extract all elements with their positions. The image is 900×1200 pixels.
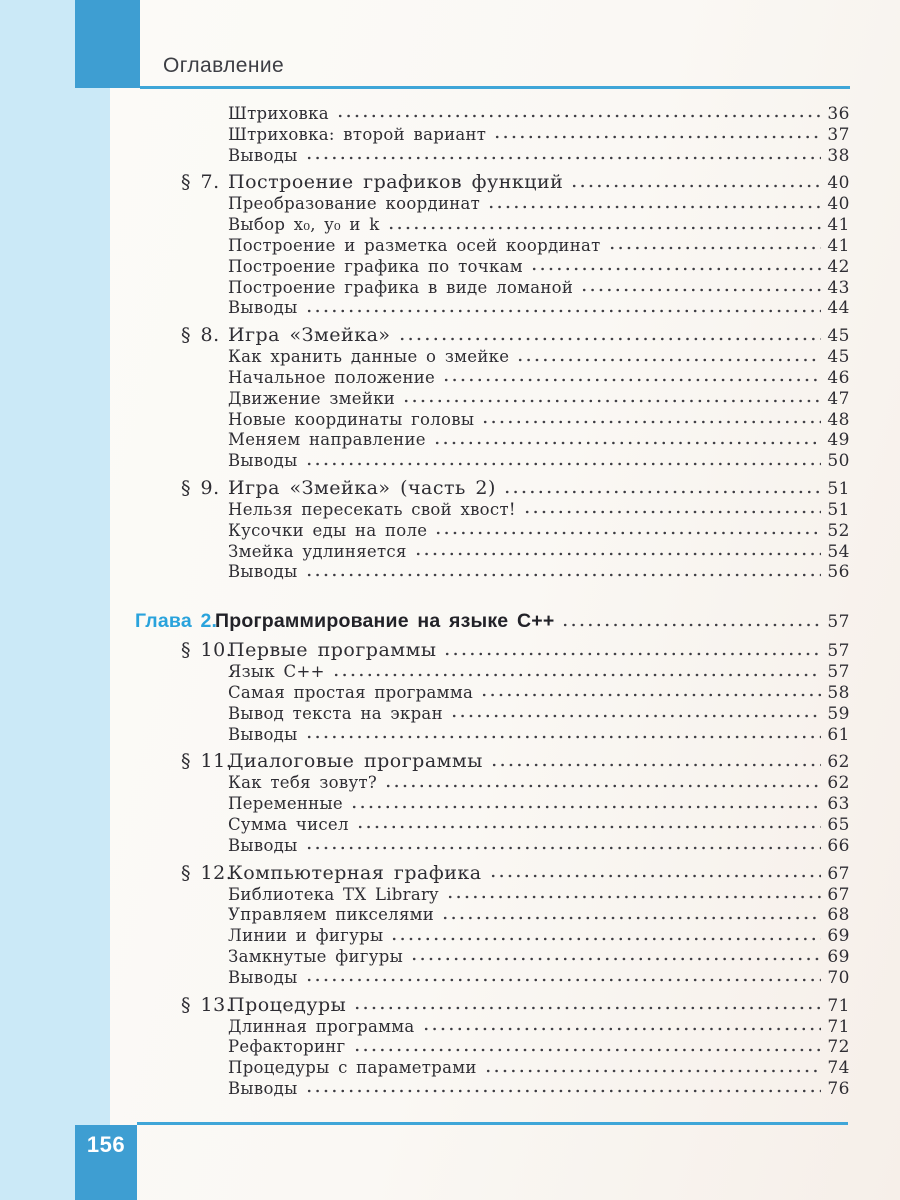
toc-entry-page: 54 bbox=[827, 541, 850, 562]
toc-entry-title: Процедуры с параметрами bbox=[228, 1058, 477, 1078]
toc-entry-label: § 11. bbox=[181, 750, 233, 773]
toc-leader-dots bbox=[446, 885, 821, 906]
toc-entry bbox=[187, 885, 850, 906]
toc-leader-dots bbox=[414, 542, 821, 563]
toc-leader-dots bbox=[433, 430, 821, 451]
toc-entry-title: Процедуры bbox=[228, 993, 347, 1016]
toc-entry-title: Новые координаты головы bbox=[228, 409, 475, 429]
toc-entry bbox=[187, 1058, 850, 1079]
toc-entry-page: 40 bbox=[827, 173, 850, 194]
toc-entry-label: § 13. bbox=[181, 993, 233, 1016]
toc-entry bbox=[187, 725, 850, 746]
toc-leader-dots bbox=[390, 926, 821, 947]
toc-entry-page: 56 bbox=[827, 562, 850, 583]
toc-entry-title: Длинная программа bbox=[228, 1016, 415, 1036]
toc-entry-title: Штриховка: второй вариант bbox=[228, 124, 487, 144]
toc-entry bbox=[187, 542, 850, 563]
toc-entry-page: 69 bbox=[827, 926, 850, 947]
toc-entry-page: 65 bbox=[827, 814, 850, 835]
toc-entry-title: Диалоговые программы bbox=[228, 750, 483, 773]
toc-entry-title: Сумма чисел bbox=[228, 814, 349, 834]
toc-leader-dots bbox=[493, 125, 821, 146]
toc-entry-label: § 9. bbox=[181, 476, 220, 499]
toc-entry-title: Нельзя пересекать свой хвост! bbox=[228, 499, 516, 519]
toc-entry-page: 72 bbox=[827, 1037, 850, 1058]
toc-entry-page: 47 bbox=[827, 388, 850, 409]
toc-leader-dots bbox=[305, 968, 821, 989]
footer-page-number-block bbox=[75, 1125, 137, 1200]
toc-entry-title: Игра «Змейка» (часть 2) bbox=[228, 476, 496, 499]
toc-leader-dots bbox=[441, 905, 821, 926]
toc-entry-page: 70 bbox=[827, 967, 850, 988]
toc-entry-title: Переменные bbox=[228, 794, 343, 814]
toc-entry bbox=[187, 926, 850, 947]
toc-entry bbox=[181, 171, 850, 194]
toc-entry-page: 45 bbox=[827, 326, 850, 347]
toc-entry-page: 44 bbox=[827, 298, 850, 319]
toc-entry-title: Построение графика в виде ломаной bbox=[228, 277, 574, 297]
toc-leader-dots bbox=[336, 104, 821, 125]
toc-entry-page: 61 bbox=[827, 724, 850, 745]
footer-rule bbox=[137, 1122, 848, 1125]
toc-entry-page: 66 bbox=[827, 835, 850, 856]
toc-leader-dots bbox=[410, 947, 821, 968]
toc-entry bbox=[187, 815, 850, 836]
toc-entry bbox=[187, 257, 850, 278]
header-rule bbox=[140, 86, 850, 89]
toc-entry bbox=[187, 298, 850, 319]
toc-entry-page: 62 bbox=[827, 752, 850, 773]
toc-entry bbox=[187, 521, 850, 542]
toc-entry-page: 51 bbox=[827, 478, 850, 499]
toc-leader-dots bbox=[305, 562, 821, 583]
toc-leader-dots bbox=[516, 347, 821, 368]
toc-entry bbox=[181, 862, 850, 885]
toc-entry-page: 36 bbox=[827, 104, 850, 124]
toc-entry-title: Штриховка bbox=[228, 104, 329, 123]
toc-entry bbox=[187, 104, 850, 125]
toc-entry bbox=[187, 278, 850, 299]
toc-list bbox=[135, 104, 850, 1100]
toc-entry-title: Первые программы bbox=[228, 639, 437, 662]
toc-entry bbox=[181, 639, 850, 662]
toc-entry bbox=[187, 773, 850, 794]
toc-leader-dots bbox=[332, 662, 821, 683]
toc-leader-dots bbox=[450, 704, 821, 725]
toc-entry bbox=[187, 905, 850, 926]
toc-entry-label: § 8. bbox=[181, 324, 220, 347]
toc-entry bbox=[187, 125, 850, 146]
toc-entry bbox=[187, 389, 850, 410]
toc-leader-dots bbox=[305, 298, 821, 319]
toc-entry-title: Выводы bbox=[228, 1078, 298, 1098]
toc-entry-page: 67 bbox=[827, 884, 850, 905]
toc-entry-title: Начальное положение bbox=[228, 367, 436, 387]
toc-entry-title: Меняем направление bbox=[228, 430, 426, 450]
toc-leader-dots bbox=[442, 368, 821, 389]
toc-entry-page: 59 bbox=[827, 703, 850, 724]
toc-entry bbox=[187, 1037, 850, 1058]
toc-entry-page: 57 bbox=[827, 662, 850, 683]
toc-entry bbox=[181, 994, 850, 1017]
toc-leader-dots bbox=[305, 725, 821, 746]
toc-leader-dots bbox=[484, 1058, 821, 1079]
toc-entry bbox=[187, 451, 850, 472]
toc-entry-page: 48 bbox=[827, 409, 850, 430]
toc-entry bbox=[187, 683, 850, 704]
toc-entry-title: Выводы bbox=[228, 298, 298, 318]
toc-entry-title: Игра «Змейка» bbox=[228, 324, 391, 347]
toc-entry bbox=[187, 562, 850, 583]
toc-entry-title: Самая простая программа bbox=[228, 682, 474, 702]
toc-leader-dots bbox=[523, 500, 821, 521]
toc-entry-title: Линии и фигуры bbox=[228, 926, 384, 946]
toc-entry-page: 76 bbox=[827, 1078, 850, 1099]
toc-leader-dots bbox=[561, 609, 821, 634]
toc-entry-label: § 7. bbox=[181, 171, 220, 194]
toc-entry-page: 68 bbox=[827, 905, 850, 926]
toc-entry-title: Рефакторинг bbox=[228, 1037, 346, 1057]
toc-entry-page: 57 bbox=[827, 641, 850, 662]
toc-entry-title: Преобразование координат bbox=[228, 194, 481, 214]
toc-entry-page: 57 bbox=[827, 612, 850, 633]
page-title: Оглавление bbox=[163, 54, 285, 77]
toc-entry bbox=[181, 750, 850, 773]
toc-entry bbox=[187, 146, 850, 167]
toc-entry bbox=[187, 430, 850, 451]
toc-leader-dots bbox=[489, 862, 821, 885]
toc-leader-dots bbox=[490, 750, 821, 773]
toc-leader-dots bbox=[443, 639, 821, 662]
toc-entry-label: § 12. bbox=[181, 861, 233, 884]
toc-entry-page: 37 bbox=[827, 124, 850, 145]
toc-leader-dots bbox=[480, 683, 821, 704]
toc-entry-title: Компьютерная графика bbox=[228, 861, 482, 884]
toc-entry-page: 69 bbox=[827, 946, 850, 967]
toc-leader-dots bbox=[350, 794, 821, 815]
toc-entry-label: § 10. bbox=[181, 639, 233, 662]
left-cyan-strip bbox=[0, 0, 110, 1200]
toc-entry-title: Управляем пикселями bbox=[228, 905, 435, 925]
toc-entry-page: 40 bbox=[827, 194, 850, 215]
toc-entry bbox=[187, 1079, 850, 1100]
toc-entry-title: Построение графиков функций bbox=[228, 171, 564, 194]
toc-entry bbox=[181, 324, 850, 347]
toc-entry-title: Построение и разметка осей координат bbox=[228, 235, 601, 255]
toc-leader-dots bbox=[353, 1037, 822, 1058]
toc-leader-dots bbox=[305, 146, 821, 167]
toc-entry bbox=[187, 410, 850, 431]
toc-leader-dots bbox=[580, 278, 821, 299]
toc-entry bbox=[187, 194, 850, 215]
toc-entry-page: 42 bbox=[827, 256, 850, 277]
toc-leader-dots bbox=[434, 521, 821, 542]
toc-leader-dots bbox=[422, 1017, 821, 1038]
toc-entry bbox=[187, 1017, 850, 1038]
toc-leader-dots bbox=[384, 773, 821, 794]
toc-entry-page: 43 bbox=[827, 277, 850, 298]
toc-entry-title: Как хранить данные о змейке bbox=[228, 347, 510, 367]
toc-entry-title: Программирование на языке С++ bbox=[215, 610, 555, 633]
toc-entry bbox=[187, 347, 850, 368]
toc-entry-title: Выводы bbox=[228, 835, 298, 855]
toc-leader-dots bbox=[487, 194, 821, 215]
toc-entry bbox=[181, 477, 850, 500]
toc-leader-dots bbox=[356, 815, 821, 836]
toc-entry-title: Выводы bbox=[228, 562, 298, 582]
toc-entry-page: 62 bbox=[827, 773, 850, 794]
toc-leader-dots bbox=[305, 836, 821, 857]
toc-entry bbox=[187, 947, 850, 968]
toc-entry-title: Движение змейки bbox=[228, 388, 396, 408]
toc-entry-page: 74 bbox=[827, 1058, 850, 1079]
toc-leader-dots bbox=[608, 236, 821, 257]
toc-entry bbox=[187, 968, 850, 989]
toc-leader-dots bbox=[305, 451, 821, 472]
toc-entry bbox=[187, 500, 850, 521]
toc-leader-dots bbox=[402, 389, 821, 410]
toc-entry-title: Выводы bbox=[228, 451, 298, 471]
header-blue-square bbox=[75, 0, 140, 88]
toc-entry-title: Выбор x₀, y₀ и k bbox=[228, 215, 380, 235]
toc-leader-dots bbox=[530, 257, 821, 278]
toc-entry-title: Язык С++ bbox=[228, 662, 325, 682]
toc-entry bbox=[187, 368, 850, 389]
toc-entry-title: Библиотека TX Library bbox=[228, 884, 439, 904]
toc-entry-page: 58 bbox=[827, 682, 850, 703]
toc-entry-page: 46 bbox=[827, 367, 850, 388]
toc-leader-dots bbox=[353, 994, 821, 1017]
toc-entry-page: 67 bbox=[827, 863, 850, 884]
toc-entry-title: Замкнутые фигуры bbox=[228, 946, 403, 966]
toc-entry-title: Змейка удлиняется bbox=[228, 541, 407, 561]
toc-entry-page: 41 bbox=[827, 235, 850, 256]
toc-entry-label: Глава 2. bbox=[135, 610, 218, 633]
toc-leader-dots bbox=[398, 324, 821, 347]
toc-entry bbox=[187, 215, 850, 236]
toc-entry-page: 41 bbox=[827, 215, 850, 236]
toc-entry-title: Вывод текста на экран bbox=[228, 703, 443, 723]
toc-entry-title: Построение графика по точкам bbox=[228, 256, 523, 276]
toc-entry bbox=[187, 836, 850, 857]
toc-entry-page: 38 bbox=[827, 145, 850, 166]
toc-entry bbox=[135, 609, 850, 634]
toc-entry-page: 52 bbox=[827, 520, 850, 541]
toc-entry-page: 51 bbox=[827, 499, 850, 520]
toc-entry bbox=[187, 794, 850, 815]
toc-leader-dots bbox=[481, 410, 821, 431]
toc-leader-dots bbox=[305, 1079, 821, 1100]
toc-entry-page: 45 bbox=[827, 347, 850, 368]
toc-entry-title: Кусочки еды на поле bbox=[228, 520, 428, 540]
toc-entry bbox=[187, 704, 850, 725]
toc-entry-page: 50 bbox=[827, 451, 850, 472]
toc-entry-page: 49 bbox=[827, 430, 850, 451]
toc-entry bbox=[187, 662, 850, 683]
toc-entry-title: Выводы bbox=[228, 967, 298, 987]
page-number: 156 bbox=[86, 1132, 126, 1157]
toc-entry-page: 71 bbox=[827, 1016, 850, 1037]
toc-entry-title: Выводы bbox=[228, 145, 298, 165]
toc-entry-title: Как тебя зовут? bbox=[228, 773, 378, 793]
toc-leader-dots bbox=[570, 171, 821, 194]
toc-leader-dots bbox=[503, 477, 821, 500]
toc-entry bbox=[187, 236, 850, 257]
toc-entry-title: Выводы bbox=[228, 724, 298, 744]
toc-entry-page: 71 bbox=[827, 995, 850, 1016]
toc-leader-dots bbox=[387, 215, 821, 236]
toc-entry-page: 63 bbox=[827, 794, 850, 815]
